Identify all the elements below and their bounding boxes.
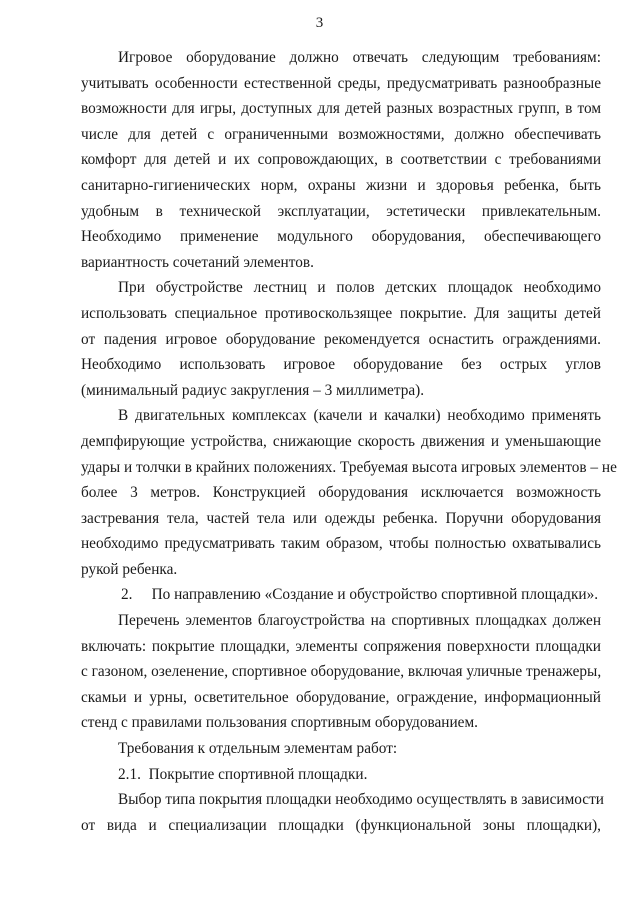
paragraph	[81, 45, 601, 275]
text-line: от вида и специализации площадки (функциональной зоны площадки),	[81, 816, 601, 834]
text-line: числе для детей с ограниченными возможностями, должно обеспечивать	[81, 125, 601, 143]
text-line: Перечень элементов благоустройства на спортивных площадках должен	[118, 612, 601, 630]
paragraph	[81, 403, 617, 582]
page-number: 3	[315, 15, 324, 31]
text-line: санитарно-гигиенических норм, охраны жизни и здоровья ребенка, быть	[81, 176, 601, 194]
text-line: В двигательных комплексах (качели и качалки) необходимо применять	[118, 407, 601, 425]
text-line: 2.1. Покрытие спортивной площадки.	[118, 765, 368, 783]
paragraph	[81, 787, 604, 838]
text-line: (минимальный радиус закругления – 3 миллиметра).	[81, 381, 425, 399]
text-line: удобным в технической эксплуатации, эстетически привлекательным.	[81, 202, 601, 220]
text-line: Необходимо применение модульного оборудования, обеспечивающего	[81, 228, 601, 246]
paragraph	[81, 275, 601, 403]
text-line: При обустройстве лестниц и полов детских площадок необходимо	[118, 279, 601, 297]
text-line: Игровое оборудование должно отвечать следующим требованиям:	[118, 49, 601, 66]
text-line: необходимо предусматривать таким образом, чтобы полностью охватывались	[81, 535, 601, 553]
text-line: учитывать особенности естественной среды, предусматривать разнообразные	[81, 74, 601, 92]
paragraph	[81, 608, 601, 736]
text-line: с газоном, озеленение, спортивное оборудование, включая уличные тренажеры,	[81, 663, 602, 681]
subsection-heading	[81, 762, 601, 788]
text-line: включать: покрытие площадки, элементы сопряжения поверхности площадки	[81, 637, 601, 655]
text-line: использовать специальное противоскользящее покрытие. Для защиты детей	[81, 304, 601, 322]
text-line: Выбор типа покрытия площадки необходимо осуществлять в зависимости	[118, 791, 604, 809]
text-line: застревания тела, частей тела или одежды ребенка. Поручни оборудования	[81, 509, 601, 527]
text-line: комфорт для детей и их сопровождающих, в соответствии с требованиями	[81, 151, 601, 169]
text-line: удары и толчки в крайних положениях. Требуемая высота игровых элементов – не	[81, 458, 617, 476]
text-line: Необходимо использовать игровое оборудование без острых углов	[81, 356, 601, 374]
text-line: стенд с правилами пользования спортивным оборудованием.	[81, 714, 478, 732]
text-line: скамьи и урны, осветительное оборудование, ограждение, информационный	[81, 688, 601, 706]
text-line: возможности для игры, доступных для детей разных возрастных групп, в том	[81, 100, 601, 118]
paragraph	[81, 736, 601, 762]
text-line: Требования к отдельным элементам работ:	[118, 740, 398, 758]
text-line: демпфирующие устройства, снижающие скорость движения и уменьшающие	[81, 432, 601, 450]
text-line: рукой ребенка.	[81, 560, 178, 578]
document-body	[81, 45, 617, 838]
text-line: 2. По направлению «Создание и обустройство спортивной площадки».	[121, 586, 599, 604]
text-line: более 3 метров. Конструкцией оборудования исключается возможность	[81, 484, 601, 502]
text-line: вариантность сочетаний элементов.	[81, 253, 314, 271]
text-line: от падения игровое оборудование рекомендуется оснастить ограждениями.	[81, 330, 601, 348]
section-heading	[81, 582, 601, 608]
